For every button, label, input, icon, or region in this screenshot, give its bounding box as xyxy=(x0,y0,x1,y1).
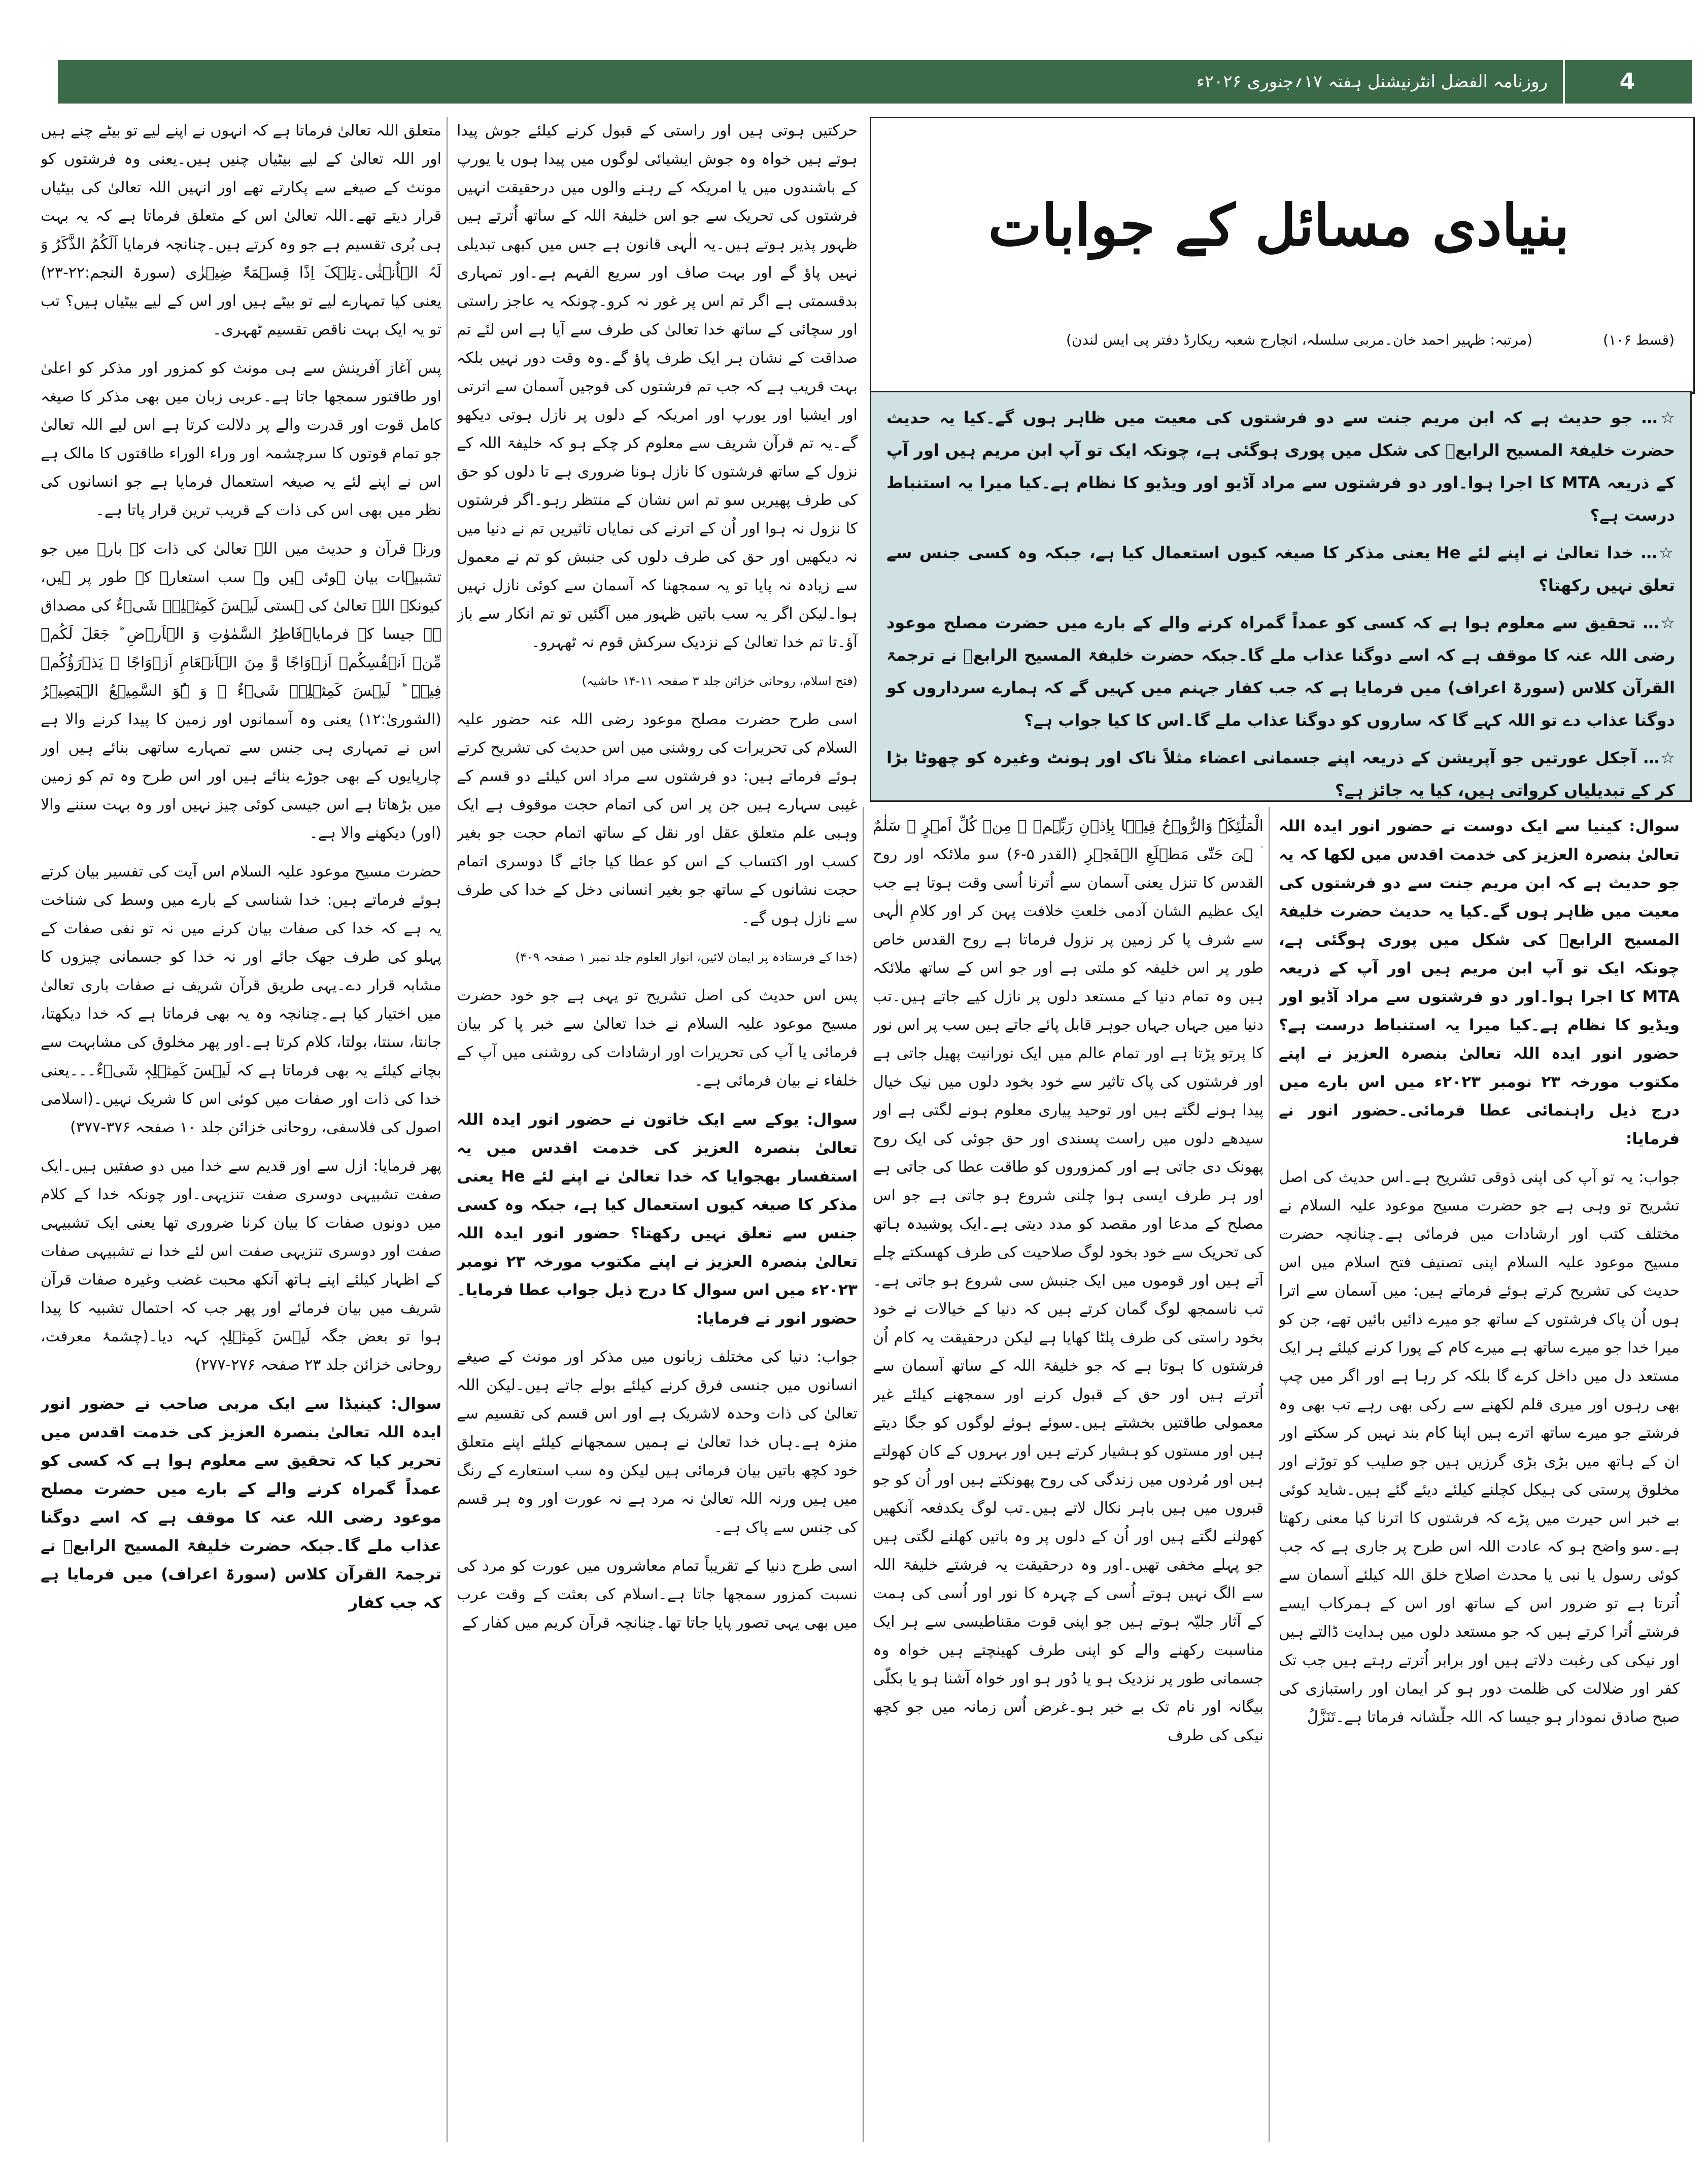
body-paragraph: اسی طرح دنیا کے تقریباً تمام معاشروں میں عورت کو مرد کی نسبت کمزور سمجھا جاتا ہے۔اسلام کی بعثت کے وقت عرب میں بھی یہی تصور پایا جاتا تھا۔چنانچہ قرآن کریم میں کفار کے xyxy=(457,1557,858,1632)
question-paragraph: سوال: کینیا سے ایک دوست نے حضور انور ایدہ اللہ تعالیٰ بنصرہ العزیز کی خدمت اقدس میں لکھا کہ یہ جو حدیث ہے کہ ابن مریم جنت سے دو فرشتوں کی معیت میں ظاہر ہوں گے۔کیا یہ حدیث حضرت خلیفۃ المسیح الرابعؒ کی شکل میں پوری ہوگئی ہے، چونکہ ایک تو آپ ابن مریم ہیں اور آپ کے ذریعہ MTA کا اجرا ہوا۔اور دو فرشتوں سے مراد آڈیو اور ویڈیو کا نظام ہے۔کیا میرا یہ استنباط درست ہے؟ حضور انور ایدہ اللہ تعالیٰ بنصرہ العزیز نے اپنے مکتوب مورخہ ۲۳ نومبر ۲۰۲۳ء میں اس بارے میں درج ذیل راہنمائی عطا فرمائی۔حضور انور نے فرمایا: xyxy=(1279,817,1680,1148)
summary-question: ☆… جو حدیث ہے کہ ابن مریم جنت سے دو فرشتوں کی معیت میں ظاہر ہوں گے۔کیا یہ حدیث حضرت خلیفۃ المسیح الرابعؒ کی شکل میں پوری ہوگئی ہے، چونکہ ایک تو آپ ابن مریم ہیں اور آپ کے ذریعہ MTA کا اجرا ہوا۔اور دو فرشتوں سے مراد آڈیو اور ویڈیو کا نظام ہے۔کیا میرا یہ استنباط درست ہے؟ xyxy=(886,408,1676,525)
newspaper-title: روزنامہ الفضل انٹرنیشنل ہفتہ ۱۷؍جنوری ۲۰۲۶ء xyxy=(1196,72,1548,92)
reference: (فتح اسلام، روحانی خزائن جلد ۳ صفحہ ۱۱-۱۴ حاشیہ) xyxy=(582,674,858,688)
text-column-1 xyxy=(1279,812,1680,2142)
body-paragraph: الْمَلٰٓئِکَۃُ وَالرُّوۡحُ فِیۡہَا بِاِذۡنِ رَبِّہِمۡ ۚ مِنۡ کُلِّ اَمۡرٍ ۛ سَلٰمٌ ۛ ہِیَ حَتّٰی مَطۡلَعِ الۡفَجۡرِ (القدر ۵-۶) سو ملائکہ اور روح القدس کا تنزل یعنی آسمان سے اُترنا اُسی وقت ہوتا ہے جب ایک عظیم الشان آدمی خلعتِ خلافت پہن کر اور کلامِ الٰہی سے شرف پا کر زمین پر نزول فرماتا ہے روح القدس خاص طور پر اس خلیفہ کو ملتی ہے اور جو اس کے ساتھ ملائکہ ہیں وہ تمام دنیا کے مستعد دلوں پر نازل کیے جاتے ہیں۔تب دنیا میں جہاں جہاں جوہر قابل پائے جاتے ہیں سب پر اس نور کا پرتو پڑتا ہے اور تمام عالم میں ایک نورانیت پھیل جاتی ہے اور فرشتوں کی پاک تاثیر سے خود بخود دلوں میں نیک خیال پیدا ہونے لگتے ہیں اور توحید پیاری معلوم ہونے لگتی ہے اور سیدھے دلوں میں راست پسندی اور حق جوئی کی ایک روح پھونک دی جاتی ہے اور کمزوروں کو طاقت عطا کی جاتی ہے اور ہر طرف ایسی ہوا چلنی شروع ہو جاتی ہے جو اس مصلح کے مدعا اور مقصد کو مدد دیتی ہے۔ایک پوشیدہ ہاتھ کی تحریک سے خود بخود لوگ صلاحیت کی طرف کھسکتے چلے آتے ہیں اور قوموں میں ایک جنبش سی شروع ہو جاتی ہے۔تب ناسمجھ لوگ گمان کرتے ہیں کہ دنیا کے خیالات نے خود بخود راستی کی طرف پلٹا کھایا ہے لیکن درحقیقت یہ کام اُن فرشتوں کا ہوتا ہے کہ جو خلیفۃ اللہ کے ساتھ آسمان سے اُترتے ہیں اور حق کے قبول کرنے اور سمجھنے کیلئے غیر معمولی طاقتیں بخشتے ہیں۔سوئے ہوئے لوگوں کو جگا دیتے ہیں اور مستوں کو ہشیار کرتے ہیں اور بہروں کے کان کھولتے ہیں اور مُردوں میں زندگی کی روح پھونکتے ہیں اور اُن کو جو قبروں میں ہیں باہر نکال لاتے ہیں۔تب لوگ یکدفعہ آنکھیں کھولنے لگتے ہیں اور اُن کے دلوں پر وہ باتیں کھلنے لگتی ہیں جو پہلے مخفی تھیں۔اور وہ درحقیقت یہ فرشتے خلیفۃ اللہ سے الگ نہیں ہوتے اُسی کے چہرہ کا نور اور اُسی کی ہمت کے آثار جلیّہ ہوتے ہیں جو اپنی قوت مقناطیسی سے ہر ایک مناسبت رکھنے والے کو اپنی طرف کھینچتے ہیں خواہ وہ جسمانی طور پر نزدیک ہو یا دُور ہو اور خواہ آشنا ہو یا بکلّی بیگانہ اور نام تک بے خبر ہو۔غرض اُس زمانہ میں جو کچھ نیکی کی طرف xyxy=(873,817,1263,1744)
question-paragraph: سوال: کینیڈا سے ایک مربی صاحب نے حضور انور ایدہ اللہ تعالیٰ بنصرہ العزیز کی خدمت اقدس میں تحریر کیا کہ تحقیق سے معلوم ہوا ہے کہ کسی کو عمداً گمراہ کرنے والے کے بارے میں حضرت مصلح موعود رضی اللہ عنہ کا موقف ہے کہ اسے دوگنا عذاب ملے گا۔جبکہ حضرت خلیفۃ المسیح الرابعؒ نے ترجمۃ القرآن کلاس (سورۃ اعراف) میں فرمایا ہے کہ جب کفار xyxy=(41,1395,441,1612)
body-paragraph: متعلق اللہ تعالیٰ فرماتا ہے کہ انہوں نے اپنے لیے تو بیٹے چنے ہیں اور اللہ تعالیٰ کے لیے بیٹیاں چنیں ہیں۔یعنی وہ فرشتوں کو مونث کے صیغے سے پکارتے تھے اور انہیں اللہ تعالیٰ کی بیٹیاں قرار دیتے تھے۔اللہ تعالیٰ اس کے متعلق فرماتا ہے کہ یہ بہت ہی بُری تقسیم ہے جو وہ کرتے ہیں۔چنانچہ فرمایا اَلَکُمُ الذَّکَرُ وَ لَہُ الۡاُنۡثٰی۔تِلۡکَ اِذًا قِسۡمَۃٌ ضِیۡزٰی (سورۃ النجم:۲۲-۲۳) یعنی کیا تمہارے لیے تو بیٹے ہیں اور اس کے لیے بیٹیاں ہیں؟ تب تو یہ ایک بہت ناقص تقسیم ٹھہری۔ xyxy=(41,122,441,339)
episode-number: (قسط ۱۰۶) xyxy=(1603,331,1675,348)
text-column-2 xyxy=(873,812,1263,2142)
body-paragraph: ورنہ قرآن و حدیث میں اللہ تعالیٰ کی ذات کے بارے میں جو تشبیہات بیان ہوئی ہیں وہ سب استعارہ کے طور پر ہیں، کیونکہ اللہ تعالیٰ کی ہستی لَیۡسَ کَمِثۡلِہٖ شَیۡءٌ کی مصداق ہے جیسا کہ فرمایا۔فَاطِرُ السَّمٰوٰتِ وَ الۡاَرۡضِ ؕ جَعَلَ لَکُمۡ مِّنۡ اَنۡفُسِکُمۡ اَزۡوَاجًا وَّ مِنَ الۡاَنۡعَامِ اَزۡوَاجًا ۚ یَذۡرَؤُکُمۡ فِیۡہِ ؕ لَیۡسَ کَمِثۡلِہٖ شَیۡءٌ ۚ وَ ہُوَ السَّمِیۡعُ الۡبَصِیۡرُ (الشوریٰ:۱۲) یعنی وہ آسمانوں اور زمین کا پیدا کرنے والا ہے اس نے تمہاری ہی جنس سے تمہارے ساتھی بنائے ہیں اور چارپایوں کے بھی جوڑے بنائے ہیں اور اس طرح وہ تم کو زمین میں بڑھاتا ہے اس جیسی کوئی چیز نہیں اور وہ بہت سننے والا (اور) دیکھنے والا ہے۔ xyxy=(41,540,441,842)
article-title: بنیادی مسائل کے جوابات xyxy=(988,192,1569,259)
page-number: 4 xyxy=(1619,69,1635,94)
body-paragraph: حضرت مسیح موعود علیہ السلام اس آیت کی تفسیر بیان کرتے ہوئے فرماتے ہیں: خدا شناسی کے بارے میں وسط کی شناخت یہ ہے کہ خدا کی صفات بیان کرنے میں نہ تو نفی صفات کے پہلو کی طرف جھک جائے اور نہ خدا کو جسمانی چیزوں کا مشابہ قرار دے۔یہی طریق قرآن شریف نے صفات باری تعالیٰ میں اختیار کیا ہے۔چنانچہ وہ یہ بھی فرماتا ہے کہ خدا دیکھتا، جانتا، سنتا، بولتا، کلام کرتا ہے۔اور پھر مخلوق کی مشابہت سے بچانے کیلئے یہ بھی فرماتا ہے کہ لَیۡسَ کَمِثۡلِہٖ شَیۡءٌ۔۔۔یعنی خدا کی ذات اور صفات میں کوئی اس کا شریک نہیں۔(اسلامی اصول کی فلاسفی، روحانی خزائن جلد ۱۰ صفحہ ۳۷۶-۳۷۷) xyxy=(41,863,441,1136)
text-column-4 xyxy=(41,117,441,2142)
answer-paragraph: جواب: یہ تو آپ کی اپنی ذوقی تشریح ہے۔اس حدیث کی اصل تشریح تو وہی ہے جو حضرت مسیح موعود علیہ السلام نے مختلف کتب اور ارشادات میں فرمائی ہے۔چنانچہ حضرت مسیح موعود علیہ السلام اپنی تصنیف فتح اسلام میں اس حدیث کی تشریح کرتے ہوئے فرماتے ہیں: میں آسمان سے اترا ہوں اُن پاک فرشتوں کے ساتھ جو میرے دائیں بائیں تھے، جن کو میرا خدا جو میرے ساتھ ہے میرے کام کے پورا کرنے کیلئے ہر ایک مستعد دل میں داخل کرے گا بلکہ کر رہا ہے اور اگر میں چپ بھی رہوں اور میری قلم لکھنے سے رکی بھی رہے تب بھی وہ فرشتے جو میرے ساتھ اترے ہیں اپنا کام بند نہیں کر سکتے اور ان کے ہاتھ میں بڑی بڑی گرزیں ہیں جو صلیب کو توڑنے اور مخلوق پرستی کی ہیکل کچلنے کیلئے دیئے گئے ہیں۔شاید کوئی بے خبر اس حیرت میں پڑے کہ فرشتوں کا اترنا کیا معنی رکھتا ہے۔سو واضح ہو کہ عادت اللہ اس طرح پر جاری ہے کہ جب کوئی رسول یا نبی یا محدث اصلاح خلق اللہ کیلئے آسمان سے اُترتا ہے تو ضرور اس کے ساتھ اور اس کے ہمرکاب ایسے فرشتے اُترا کرتے ہیں کہ جو مستعد دلوں میں ہدایت ڈالتے ہیں اور نیکی کی رغبت دلاتے ہیں اور برابر اُترتے رہتے ہیں جب تک کفر اور ضلالت کی ظلمت دور ہو کر ایمان اور راستبازی کی صبح صادق نمودار ہو جیسا کہ اللہ جلّشانہ فرماتا ہے۔تَنَزَّلُ xyxy=(1279,1168,1680,1726)
column-rule xyxy=(1269,807,1270,2142)
body-paragraph: پس آغاز آفرینش سے ہی مونث کو کمزور اور مذکر کو اعلیٰ اور طاقتور سمجھا جاتا ہے۔عربی زبان میں بھی مذکر کا صیغہ کامل قوت اور قدرت والے پر دلالت کرتا ہے اس لیے اللہ تعالیٰ جو تمام قوتوں کا سرچشمہ اور وراء الوراء طاقتوں کا مالک ہے اس نے اپنے لئے یہ صیغہ استعمال فرمایا ہے جو انسانوں کی نظر میں بھی اس کی ذات کے قریب ترین قرار پاتا ہے۔ xyxy=(41,359,441,519)
header-divider xyxy=(1563,60,1565,104)
body-paragraph: حرکتیں ہوتی ہیں اور راستی کے قبول کرنے کیلئے جوش پیدا ہوتے ہیں خواہ وہ جوش ایشیائی لوگوں میں پیدا ہوں یا یورپ کے باشندوں میں یا امریکہ کے رہنے والوں میں درحقیقت انہیں فرشتوں کی تحریک سے جو اس خلیفۃ اللہ کے ساتھ اُترتے ہیں ظہور پذیر ہوتے ہیں۔یہ الٰہی قانون ہے جس میں کبھی تبدیلی نہیں پاؤ گے اور بہت صاف اور سریع الفہم ہے۔اور تمہاری بدقسمتی ہے اگر تم اس پر غور نہ کرو۔چونکہ یہ عاجز راستی اور سچائی کے ساتھ خدا تعالیٰ کی طرف سے آیا ہے اس لئے تم صداقت کے نشان ہر ایک طرف پاؤ گے۔وہ وقت دور نہیں بلکہ بہت قریب ہے کہ جب تم فرشتوں کی فوجیں آسمان سے اترتی اور ایشیا اور یورپ اور امریکہ کے دلوں پر نازل ہوتی دیکھو گے۔یہ تم قرآن شریف سے معلوم کر چکے ہو کہ خلیفۃ اللہ کے نزول کے ساتھ فرشتوں کا نازل ہونا ضروری ہے تا دلوں کو حق کی طرف پھیریں سو تم اس نشان کے منتظر رہو۔اگر فرشتوں کا نزول نہ ہوا اور اُن کے اترنے کی نمایاں تاثیریں تم نے دنیا میں نہ دیکھیں اور حق کی طرف دلوں کی جنبش کو تم نے معمول سے زیادہ نہ پایا تو یہ سمجھنا کہ آسمان سے کوئی نازل نہیں ہوا۔لیکن اگر یہ سب باتیں ظہور میں آگئیں تو تم انکار سے باز آؤ۔تا تم خدا تعالیٰ کے نزدیک سرکش قوم نہ ٹھہرو۔ xyxy=(457,122,858,651)
questions-summary-box xyxy=(870,391,1692,802)
answer-paragraph: جواب: دنیا کی مختلف زبانوں میں مذکر اور مونث کے صیغے انسانوں میں جنسی فرق کرنے کیلئے بولے جاتے ہیں۔لیکن اللہ تعالیٰ کی ذات وحدہ لاشریک ہے اور اس قسم کی تقسیم سے منزہ ہے۔ہاں خدا تعالیٰ نے ہمیں سمجھانے کیلئے اپنے متعلق خود کچھ باتیں بیان فرمائی ہیں لیکن وہ سب استعارے کے رنگ میں ہیں ورنہ اللہ تعالیٰ نہ مرد ہے نہ عورت اور وہ ہر قسم کی جنس سے پاک ہے۔ xyxy=(457,1348,858,1536)
summary-question: ☆… خدا تعالیٰ نے اپنے لئے He یعنی مذکر کا صیغہ کیوں استعمال کیا ہے، جبکہ وہ کسی جنس سے تعلق نہیں رکھتا؟ xyxy=(886,543,1676,595)
question-paragraph: سوال: یوکے سے ایک خاتون نے حضور انور ایدہ اللہ تعالیٰ بنصرہ العزیز کی خدمت اقدس میں یہ استفسار بھجوایا کہ خدا تعالیٰ نے اپنے لئے He یعنی مذکر کا صیغہ کیوں استعمال کیا ہے، جبکہ وہ کسی جنس سے تعلق نہیں رکھتا؟ حضور انور ایدہ اللہ تعالیٰ بنصرہ العزیز نے اپنے مکتوب مورخہ ۲۳ نومبر ۲۰۲۳ء میں اس سوال کا درج ذیل جواب عطا فرمایا۔حضور انور نے فرمایا: xyxy=(457,1110,858,1328)
column-rule xyxy=(447,117,448,2142)
text-column-3 xyxy=(457,117,858,2142)
body-paragraph: اسی طرح حضرت مصلح موعود رضی اللہ عنہ حضور علیہ السلام کی تحریرات کی روشنی میں اس حدیث کی تشریح کرتے ہوئے فرماتے ہیں: دو فرشتوں سے مراد اس کیلئے دو قسم کے غیبی سہارے ہیں جن پر اس کی اتمام حجت موقوف ہے ایک وہبی علم متعلق عقل اور نقل کے ساتھ اتمام حجت جو بغیر کسب اور اکتساب کے اس کو عطا کیا جائے گا دوسری اتمام حجت نشانوں کے ساتھ جو بغیر انسانی دخل کے خدا کی طرف سے نازل ہوں گے۔ xyxy=(457,711,858,927)
body-paragraph: پھر فرمایا: ازل سے اور قدیم سے خدا میں دو صفتیں ہیں۔ایک صفت تشبیہی دوسری صفت تنزیہی۔اور چونکہ خدا کے کلام میں دونوں صفات کا بیان کرنا ضروری تھا یعنی ایک تشبیہی صفت اور دوسری تنزیہی صفت اس لئے خدا نے تشبیہی صفات کے اظہار کیلئے اپنے ہاتھ آنکھ محبت غضب وغیرہ صفات قرآن شریف میں بیان فرمائے اور پھر جب کہ احتمال تشبیہ کا پیدا ہوا تو بعض جگہ لَیۡسَ کَمِثۡلِہٖ کہہ دیا۔(چشمۂ معرفت، روحانی خزائن جلد ۲۳ صفحہ ۲۷۶-۲۷۷) xyxy=(41,1157,441,1374)
summary-question: ☆… آجکل عورتیں جو آپریشن کے ذریعہ اپنے جسمانی اعضاء مثلاً ناک اور ہونٹ وغیرہ کو چھوٹا بڑا کر کے تبدیلیاں کرواتی ہیں، کیا یہ جائز ہے؟ xyxy=(886,748,1675,800)
column-rule xyxy=(863,807,864,2142)
reference: (خدا کے فرستادہ پر ایمان لائیں، انوار العلوم جلد نمبر ۱ صفحہ ۴۰۹) xyxy=(515,950,858,964)
body-paragraph: پس اس حدیث کی اصل تشریح تو یہی ہے جو خود حضرت مسیح موعود علیہ السلام نے خدا تعالیٰ سے خبر پا کر بیان فرمائی یا آپ کی تحریرات اور ارشادات کی روشنی میں آپ کے خلفاء نے بیان فرمائی ہے۔ xyxy=(457,987,858,1090)
summary-question: ☆… تحقیق سے معلوم ہوا ہے کہ کسی کو عمداً گمراہ کرنے والے کے بارے میں حضرت مصلح موعود رضی اللہ عنہ کا موقف ہے کہ اسے دوگنا عذاب ملے گا۔جبکہ حضرت خلیفۃ المسیح الرابعؒ نے ترجمۃ القرآن کلاس (سورۃ اعراف) میں فرمایا ہے کہ جب کفار جہنم میں کہیں گے کہ ہمارے سرداروں کو دوگنا عذاب دے تو اللہ کہے گا کہ ساروں کو دوگنا عذاب ملے گا۔اس کا کیا جواب ہے؟ xyxy=(886,613,1675,730)
article-byline xyxy=(883,325,1675,355)
author-credit: (مرتبہ: ظہیر احمد خان۔مربی سلسلہ، انچارج شعبہ ریکارڈ دفتر پی ایس لندن) xyxy=(1066,331,1532,348)
